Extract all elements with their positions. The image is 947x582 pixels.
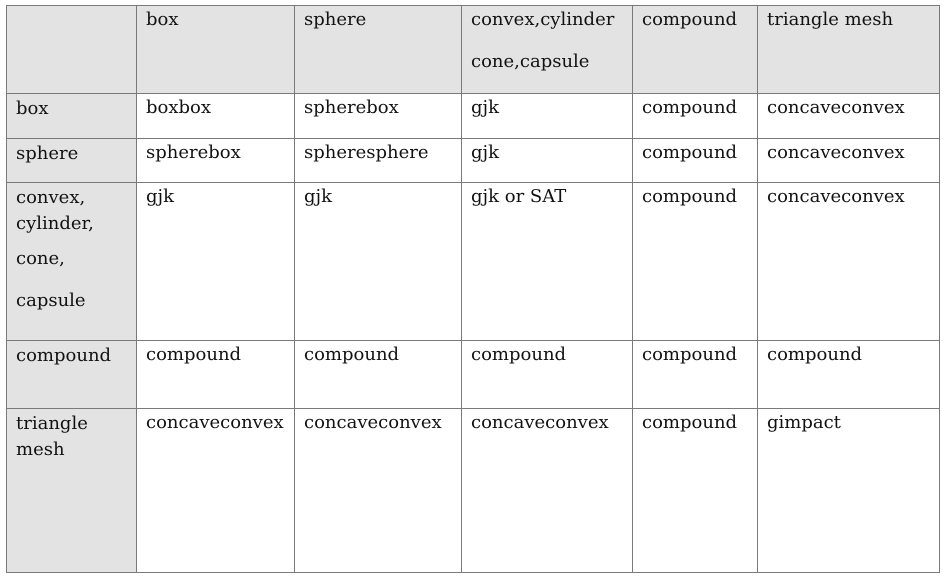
table-cell (633, 139, 758, 183)
column-header-text: box (146, 9, 179, 30)
cell-text: compound (642, 97, 738, 118)
row-header-text: cylinder, (16, 213, 94, 234)
table-cell (137, 341, 295, 409)
table-cell (758, 139, 940, 183)
table-cell (633, 341, 758, 409)
row-header-triangle-mesh (7, 409, 137, 573)
table-cell (295, 183, 462, 341)
table-cell (758, 409, 940, 573)
column-header-text: convex,cylinder (471, 9, 615, 30)
corner-cell (7, 6, 137, 94)
table-cell (295, 341, 462, 409)
cell-text: compound (642, 142, 738, 163)
row-header-text: convex, (16, 187, 86, 208)
row-header-text: mesh (16, 439, 65, 460)
table-cell (295, 139, 462, 183)
cell-text: compound (471, 344, 567, 365)
column-header-triangle-mesh (758, 6, 940, 94)
row-header-text: triangle (16, 413, 88, 434)
cell-text: spheresphere (304, 142, 429, 163)
column-header-text: triangle mesh (767, 9, 894, 30)
cell-text: gjk (146, 186, 175, 207)
table-cell (137, 409, 295, 573)
table-cell (462, 139, 633, 183)
collision-matrix-table (6, 5, 940, 573)
cell-text: gjk (471, 142, 500, 163)
cell-text: concaveconvex (304, 412, 442, 433)
table-cell (295, 409, 462, 573)
column-header-convex (462, 6, 633, 94)
table-cell (462, 409, 633, 573)
row-header-compound (7, 341, 137, 409)
column-header-text: cone,capsule (471, 51, 590, 72)
row-header-box (7, 94, 137, 139)
table-cell (137, 183, 295, 341)
cell-text: compound (146, 344, 242, 365)
table-cell (137, 94, 295, 139)
table-cell (295, 94, 462, 139)
cell-text: compound (642, 186, 738, 207)
row-header-text: compound (16, 345, 112, 366)
cell-text: gjk (304, 186, 333, 207)
cell-text: compound (642, 344, 738, 365)
table-cell (758, 94, 940, 139)
cell-text: gjk or SAT (471, 186, 567, 207)
row-header-text: sphere (16, 143, 79, 164)
table-cell (462, 94, 633, 139)
table-cell (633, 94, 758, 139)
cell-text: boxbox (146, 97, 212, 118)
column-header-text: compound (642, 9, 738, 30)
cell-text: concaveconvex (471, 412, 609, 433)
column-header-sphere (295, 6, 462, 94)
row-header-sphere (7, 139, 137, 183)
row-header-text: box (16, 98, 49, 119)
table-cell (758, 341, 940, 409)
cell-text: concaveconvex (767, 97, 905, 118)
cell-text: concaveconvex (767, 142, 905, 163)
column-header-box (137, 6, 295, 94)
row-header-text: cone, (16, 248, 65, 269)
row-header-text: capsule (16, 290, 86, 311)
cell-text: concaveconvex (146, 412, 284, 433)
cell-text: compound (642, 412, 738, 433)
table-cell (137, 139, 295, 183)
cell-text: gimpact (767, 412, 841, 433)
cell-text: concaveconvex (767, 186, 905, 207)
table-cell (758, 183, 940, 341)
column-header-text: sphere (304, 9, 367, 30)
cell-text: spherebox (146, 142, 241, 163)
cell-text: compound (304, 344, 400, 365)
table-cell (633, 183, 758, 341)
table-cell (633, 409, 758, 573)
cell-text: compound (767, 344, 863, 365)
cell-text: spherebox (304, 97, 399, 118)
cell-text: gjk (471, 97, 500, 118)
column-header-compound (633, 6, 758, 94)
row-header-convex (7, 183, 137, 341)
table-cell (462, 183, 633, 341)
table-cell (462, 341, 633, 409)
